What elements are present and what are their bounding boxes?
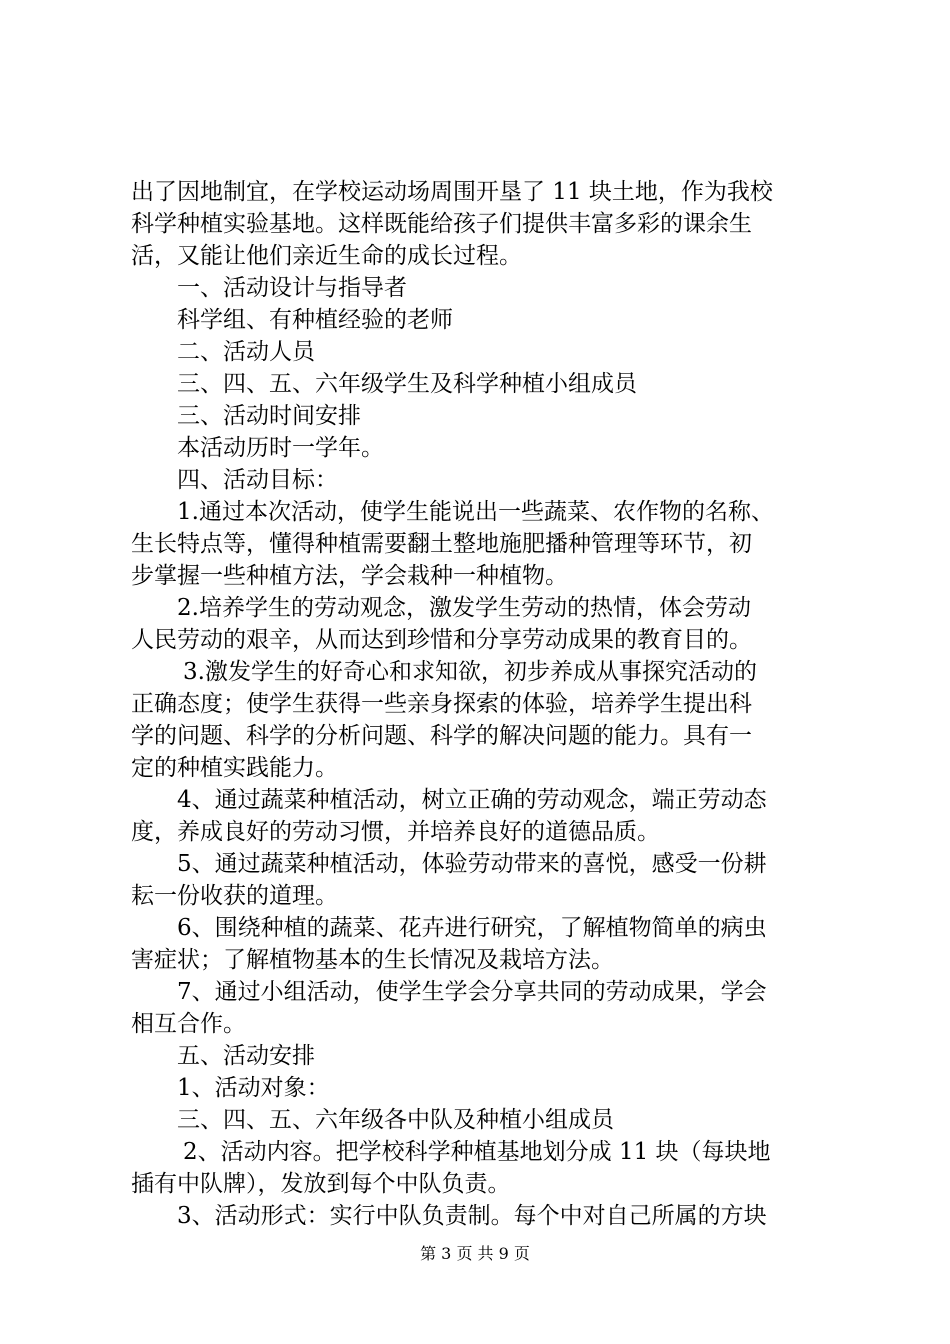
paragraph-line: 6、围绕种植的蔬菜、花卉进行研究，了解植物简单的病虫 bbox=[177, 915, 767, 941]
paragraph-line: 步掌握一些种植方法，学会栽种一种植物。 bbox=[131, 563, 568, 589]
paragraph-line: 一、活动设计与指导者 bbox=[177, 275, 407, 301]
paragraph-line: 5、通过蔬菜种植活动，体验劳动带来的喜悦，感受一份耕 bbox=[177, 851, 767, 877]
paragraph-line: 生长特点等，懂得种植需要翻土整地施肥播种管理等环节，初 bbox=[131, 531, 752, 557]
paragraph-line: 三、四、五、六年级各中队及种植小组成员 bbox=[177, 1107, 614, 1133]
paragraph-line: 本活动历时一学年。 bbox=[177, 435, 384, 461]
paragraph-line: 度，养成良好的劳动习惯，并培养良好的道德品质。 bbox=[131, 819, 660, 845]
paragraph-line: 4、通过蔬菜种植活动，树立正确的劳动观念，端正劳动态 bbox=[177, 787, 767, 813]
paragraph-line: 科学种植实验基地。这样既能给孩子们提供丰富多彩的课余生 bbox=[131, 211, 752, 237]
paragraph-line: 四、活动目标： bbox=[177, 467, 338, 493]
paragraph-line: 1、活动对象： bbox=[177, 1075, 330, 1101]
paragraph-line: 出了因地制宜，在学校运动场周围开垦了 11 块土地，作为我校 bbox=[131, 179, 773, 205]
paragraph-line: 三、四、五、六年级学生及科学种植小组成员 bbox=[177, 371, 637, 397]
document-body bbox=[131, 176, 831, 1232]
paragraph-line: 三、活动时间安排 bbox=[177, 403, 361, 429]
paragraph-line: 3.激发学生的好奇心和求知欲，初步养成从事探究活动的 bbox=[183, 659, 757, 685]
paragraph-line: 7、通过小组活动，使学生学会分享共同的劳动成果，学会 bbox=[177, 979, 767, 1005]
paragraph-line: 正确态度；使学生获得一些亲身探索的体验，培养学生提出科 bbox=[131, 691, 752, 717]
paragraph-line: 定的种植实践能力。 bbox=[131, 755, 338, 781]
page-number: 第 3 页 共 9 页 bbox=[420, 1244, 530, 1263]
paragraph-line: 2.培养学生的劳动观念，激发学生劳动的热情，体会劳动 bbox=[177, 595, 751, 621]
paragraph-line: 插有中队牌），发放到每个中队负责。 bbox=[131, 1171, 511, 1197]
paragraph-line: 耘一份收获的道理。 bbox=[131, 883, 338, 909]
paragraph-line: 学的问题、科学的分析问题、科学的解决问题的能力。具有一 bbox=[131, 723, 752, 749]
paragraph-line: 活，又能让他们亲近生命的成长过程。 bbox=[131, 243, 522, 269]
paragraph-line: 五、活动安排 bbox=[177, 1043, 315, 1069]
paragraph-line: 3、活动形式：实行中队负责制。每个中对自己所属的方块 bbox=[177, 1203, 767, 1229]
paragraph-line: 二、活动人员 bbox=[177, 339, 315, 365]
paragraph-line: 2、活动内容。把学校科学种植基地划分成 11 块（每块地 bbox=[183, 1139, 771, 1165]
paragraph-line: 害症状；了解植物基本的生长情况及栽培方法。 bbox=[131, 947, 614, 973]
paragraph-line: 人民劳动的艰辛，从而达到珍惜和分享劳动成果的教育目的。 bbox=[131, 627, 752, 653]
paragraph-line: 1.通过本次活动，使学生能说出一些蔬菜、农作物的名称、 bbox=[177, 499, 774, 525]
page-footer bbox=[0, 1244, 950, 1264]
paragraph-line: 科学组、有种植经验的老师 bbox=[177, 307, 453, 333]
paragraph-line: 相互合作。 bbox=[131, 1011, 246, 1037]
